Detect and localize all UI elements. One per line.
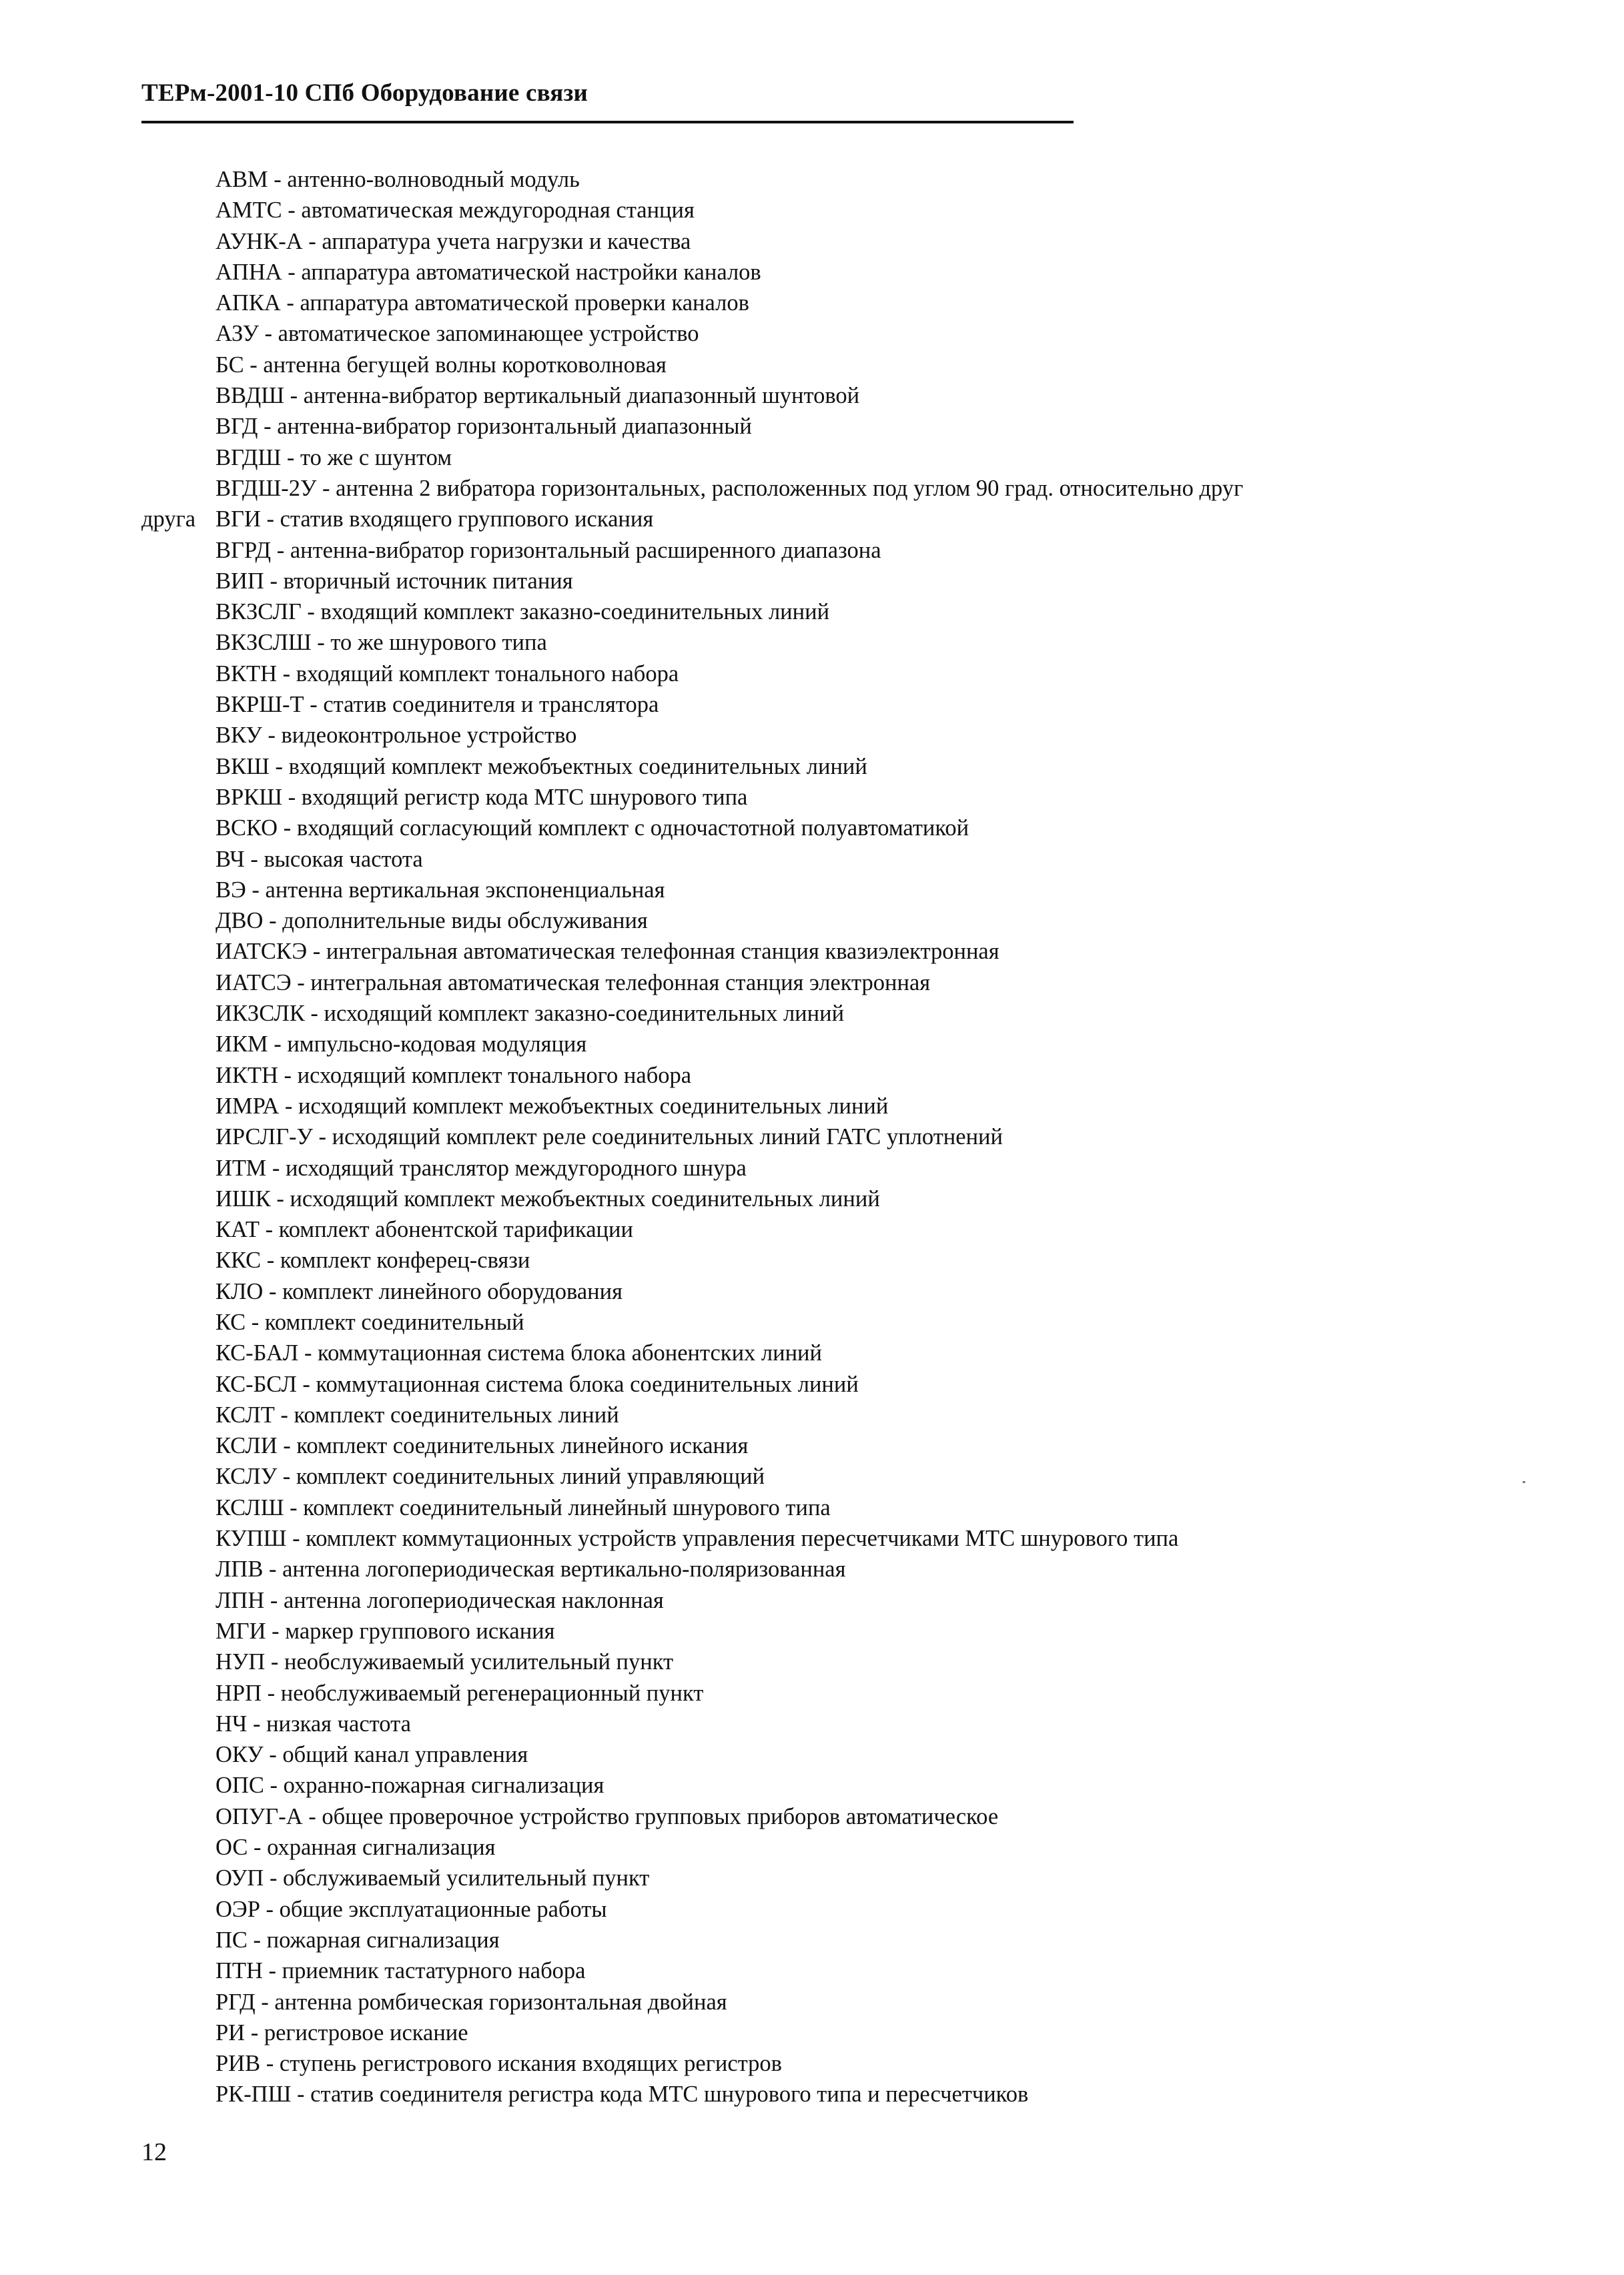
entry-text: ОЭР - общие эксплуатационные работы xyxy=(216,1896,607,1922)
abbreviation-entry xyxy=(0,1678,1624,1709)
entry-text: ВКЗСЛШ - то же шнурового типа xyxy=(216,630,547,656)
abbreviation-entry xyxy=(0,844,1624,875)
abbreviation-entry xyxy=(0,1925,1624,1955)
entry-text: КЛО - комплект линейного оборудования xyxy=(216,1278,623,1304)
abbreviation-entry xyxy=(0,813,1624,843)
abbreviation-entry xyxy=(0,875,1624,905)
entry-continuation-prefix: друга xyxy=(141,506,196,532)
entry-text: ККС - комплект конферец-связи xyxy=(216,1248,530,1274)
abbreviation-entry xyxy=(0,504,1624,534)
abbreviation-entry xyxy=(0,2079,1624,2110)
entry-text: ОПУГ-А - общее проверочное устройство групповых приборов автоматическое xyxy=(216,1803,999,1829)
entry-text: ВВДШ - антенна-вибратор вертикальный диапазонный шунтовой xyxy=(216,383,860,409)
abbreviation-entry xyxy=(0,1987,1624,2017)
entry-text: ВЭ - антенна вертикальная экспоненциальная xyxy=(216,877,665,903)
entry-text: ВКЗСЛГ - входящий комплект заказно-соединительных линий xyxy=(216,599,830,625)
abbreviation-entry xyxy=(0,1770,1624,1801)
entry-text: КС-БСЛ - коммутационная система блока соединительных линий xyxy=(216,1371,859,1397)
entry-text: КСЛШ - комплект соединительный линейный шнурового типа xyxy=(216,1494,831,1520)
abbreviation-entry xyxy=(0,1739,1624,1770)
entry-text: ИАТСЭ - интегральная автоматическая телефонная станция электронная xyxy=(216,969,931,995)
abbreviation-entry xyxy=(0,1121,1624,1152)
abbreviation-entry xyxy=(0,1492,1624,1523)
abbreviation-entry xyxy=(0,627,1624,658)
entry-text: ВГДШ - то же с шунтом xyxy=(216,444,452,470)
abbreviation-entry xyxy=(0,1894,1624,1925)
entry-text: КС-БАЛ - коммутационная система блока абонентских линий xyxy=(216,1340,822,1366)
abbreviation-entry xyxy=(0,1955,1624,1986)
entry-text: ИРСЛГ-У - исходящий комплект реле соединительных линий ГАТС уплотнений xyxy=(216,1124,1003,1150)
entry-text: АПКА - аппаратура автоматической проверки каналов xyxy=(216,290,749,316)
abbreviation-entry xyxy=(0,1709,1624,1739)
abbreviation-entry xyxy=(0,1153,1624,1184)
entry-text: ПТН - приемник тастатурного набора xyxy=(216,1958,586,1984)
entry-text: ЛПН - антенна логопериодическая наклонная xyxy=(216,1587,664,1613)
abbreviation-entry xyxy=(0,1276,1624,1307)
entry-text: НУП - необслуживаемый усилительный пункт xyxy=(216,1649,674,1675)
abbreviation-entry xyxy=(0,1523,1624,1554)
abbreviation-entry xyxy=(0,380,1624,411)
entry-text: КСЛУ - комплект соединительных линий управляющий xyxy=(216,1464,765,1490)
abbreviation-entry xyxy=(0,442,1624,473)
entry-text: РИ - регистровое искание xyxy=(216,2019,468,2045)
abbreviation-entry xyxy=(0,689,1624,720)
abbreviation-entry xyxy=(0,1863,1624,1893)
abbreviation-entry xyxy=(0,1585,1624,1616)
abbreviation-entry xyxy=(0,1091,1624,1121)
entry-text: ЛПВ - антенна логопериодическая вертикально-поляризованная xyxy=(216,1556,846,1582)
entry-text: ВЧ - высокая частота xyxy=(216,846,423,872)
entry-text: ИТМ - исходящий транслятор междугородного шнура xyxy=(216,1155,747,1181)
entry-text: ВКРШ-Т - статив соединителя и транслятора xyxy=(216,692,659,718)
entry-text: НРП - необслуживаемый регенерационный пункт xyxy=(216,1680,704,1706)
abbreviation-entry xyxy=(0,1647,1624,1677)
abbreviation-entry xyxy=(0,1616,1624,1647)
entry-text: КАТ - комплект абонентской тарификации xyxy=(216,1217,633,1243)
entry-text: БС - антенна бегущей волны коротковолновая xyxy=(216,352,667,378)
abbreviation-entry xyxy=(0,751,1624,782)
abbreviation-entry xyxy=(0,1060,1624,1091)
entry-text: ВКШ - входящий комплект межобъектных соединительных линий xyxy=(216,753,867,779)
abbreviation-entry xyxy=(0,720,1624,751)
entry-text: АМТС - автоматическая междугородная станция xyxy=(216,197,695,223)
abbreviation-entry xyxy=(0,257,1624,288)
abbreviation-entry xyxy=(0,1369,1624,1400)
abbreviation-entry xyxy=(0,288,1624,318)
entry-text: ИШК - исходящий комплект межобъектных соединительных линий xyxy=(216,1186,880,1212)
abbreviation-entry xyxy=(0,226,1624,257)
abbreviation-entry xyxy=(0,1029,1624,1059)
header-rule xyxy=(141,121,1074,123)
abbreviation-entry xyxy=(0,1245,1624,1276)
entry-text: АУНК-А - аппаратура учета нагрузки и качества xyxy=(216,228,691,254)
entry-text: КС - комплект соединительный xyxy=(216,1309,524,1335)
entry-text: АПНА - аппаратура автоматической настройки каналов xyxy=(216,259,761,285)
page-number: 12 xyxy=(141,2138,167,2166)
abbreviation-entry xyxy=(0,998,1624,1029)
abbreviation-entry xyxy=(0,1307,1624,1338)
abbreviation-entry xyxy=(0,195,1624,225)
abbreviation-entry xyxy=(0,2048,1624,2079)
entry-text: ИКМ - импульсно-кодовая модуляция xyxy=(216,1031,587,1057)
entry-text: МГИ - маркер группового искания xyxy=(216,1618,555,1644)
entry-text: ПС - пожарная сигнализация xyxy=(216,1927,500,1953)
entry-text: ВИП - вторичный источник питания xyxy=(216,568,573,594)
abbreviation-entry xyxy=(0,596,1624,627)
entry-text: КУПШ - комплект коммутационных устройств управления пересчетчиками МТС шнурового типа xyxy=(216,1526,1179,1552)
abbreviation-entry xyxy=(0,1554,1624,1584)
abbreviation-entry xyxy=(0,164,1624,195)
entry-text: РИВ - ступень регистрового искания входящих регистров xyxy=(216,2051,782,2077)
scan-speck xyxy=(1523,1481,1525,1483)
abbreviation-entry xyxy=(0,1832,1624,1863)
abbreviation-entry xyxy=(0,566,1624,596)
entry-text: ВГДШ-2У - антенна 2 вибратора горизонтальных, расположенных под углом 90 град. относительно друг xyxy=(216,475,1244,501)
abbreviation-entry xyxy=(0,1184,1624,1214)
abbreviation-entry xyxy=(0,2017,1624,2048)
entry-text: КСЛТ - комплект соединительных линий xyxy=(216,1402,619,1428)
abbreviation-entry xyxy=(0,658,1624,689)
entry-text: ВСКО - входящий согласующий комплект с одночастотной полуавтоматикой xyxy=(216,815,969,841)
entry-text: ВКТН - входящий комплект тонального набора xyxy=(216,660,679,687)
abbreviation-entry xyxy=(0,1400,1624,1430)
entry-text: ОС - охранная сигнализация xyxy=(216,1835,496,1861)
entry-text: НЧ - низкая частота xyxy=(216,1711,411,1737)
entry-text: ИМРА - исходящий комплект межобъектных соединительных линий xyxy=(216,1093,889,1119)
abbreviation-entry xyxy=(0,411,1624,442)
entry-text: ОКУ - общий канал управления xyxy=(216,1742,528,1768)
abbreviation-entry xyxy=(0,1461,1624,1492)
running-header: ТЕРм-2001-10 СПб Оборудование связи xyxy=(141,79,588,107)
abbreviation-entry xyxy=(0,1214,1624,1245)
entry-text: РГД - антенна ромбическая горизонтальная двойная xyxy=(216,1989,727,2015)
entry-text: КСЛИ - комплект соединительных линейного искания xyxy=(216,1433,749,1459)
entry-text: ВГРД - антенна-вибратор горизонтальный расширенного диапазона xyxy=(216,537,881,563)
entry-text: ДВО - дополнительные виды обслуживания xyxy=(216,908,648,934)
abbreviation-entry xyxy=(0,1801,1624,1832)
entry-text: ОПС - охранно-пожарная сигнализация xyxy=(216,1773,604,1799)
abbreviation-entry xyxy=(0,1430,1624,1461)
abbreviation-list xyxy=(0,164,1624,2110)
entry-text: ВГИ - статив входящего группового искания xyxy=(216,506,654,532)
abbreviation-entry xyxy=(0,782,1624,813)
entry-text: ИКТН - исходящий комплект тонального набора xyxy=(216,1062,692,1088)
entry-text: ИАТСКЭ - интегральная автоматическая телефонная станция квазиэлектронная xyxy=(216,939,999,965)
abbreviation-entry xyxy=(0,473,1624,504)
abbreviation-entry xyxy=(0,1338,1624,1368)
abbreviation-entry xyxy=(0,318,1624,349)
entry-text: РК-ПШ - статив соединителя регистра кода МТС шнурового типа и пересчетчиков xyxy=(216,2082,1029,2108)
entry-text: ВКУ - видеоконтрольное устройство xyxy=(216,723,577,749)
entry-text: ОУП - обслуживаемый усилительный пункт xyxy=(216,1865,650,1891)
entry-text: АВМ - антенно-волноводный модуль xyxy=(216,167,580,192)
abbreviation-entry xyxy=(0,936,1624,967)
entry-text: ИКЗСЛК - исходящий комплект заказно-соединительных линий xyxy=(216,1001,845,1027)
abbreviation-entry xyxy=(0,350,1624,380)
abbreviation-entry xyxy=(0,535,1624,566)
entry-text: АЗУ - автоматическое запоминающее устройство xyxy=(216,321,699,347)
entry-text: ВГД - антенна-вибратор горизонтальный диапазонный xyxy=(216,414,752,440)
abbreviation-entry xyxy=(0,905,1624,936)
abbreviation-entry xyxy=(0,967,1624,998)
entry-text: ВРКШ - входящий регистр кода МТС шнурового типа xyxy=(216,784,748,810)
